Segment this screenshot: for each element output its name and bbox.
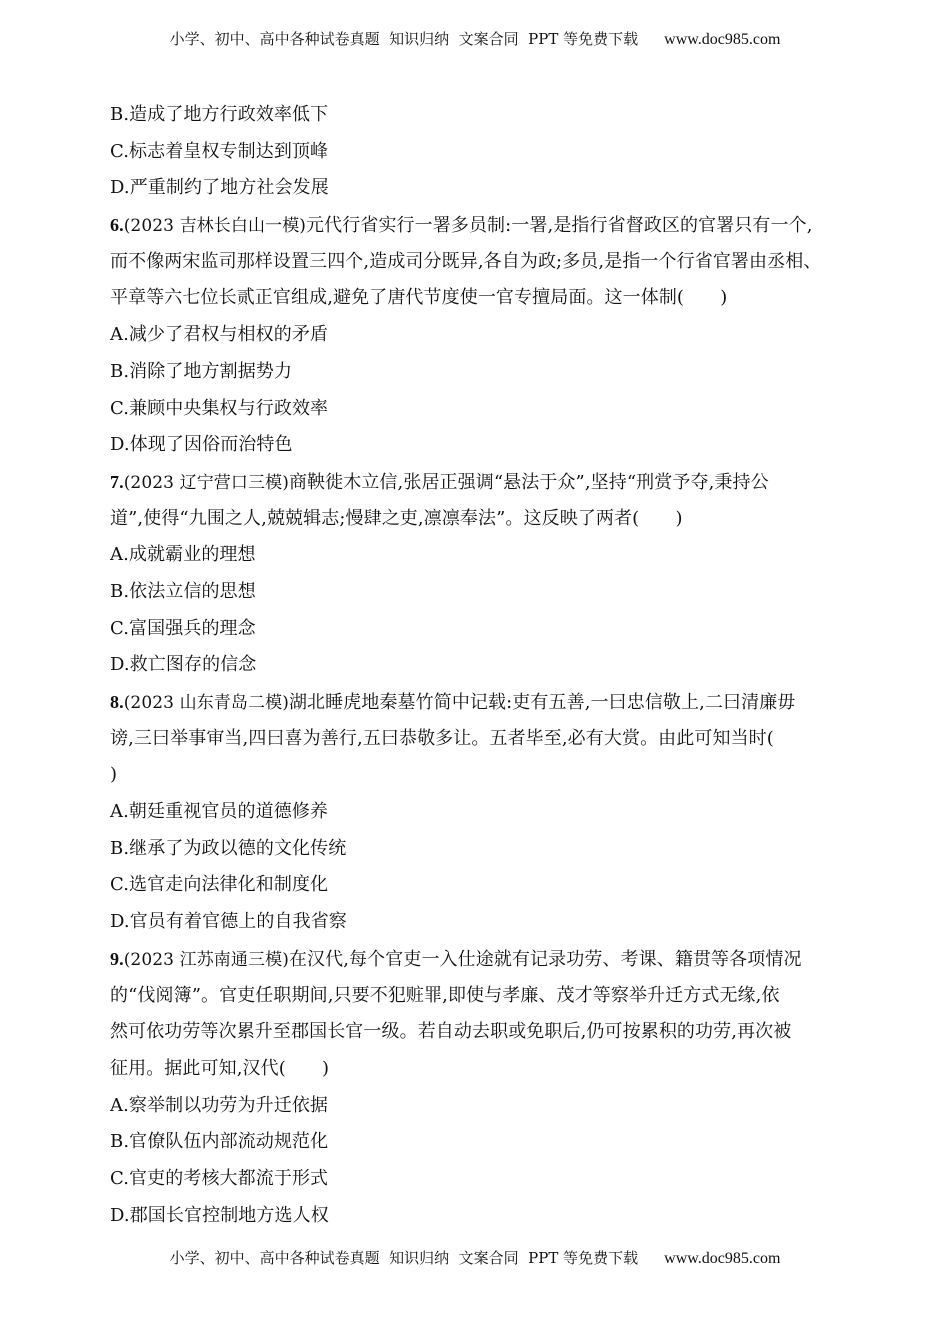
question-number: 9.: [110, 948, 124, 969]
question-source: (2023 山东青岛二模): [123, 693, 289, 713]
question-number: 6.: [110, 215, 124, 236]
option-line: C.兼顾中央集权与行政效率: [110, 397, 329, 419]
question-stem-line: [110, 721, 870, 758]
question-6: [110, 207, 870, 464]
question-stem-line: [110, 978, 870, 1015]
question-source: (2023 江苏南通三模): [123, 949, 289, 970]
question-source: (2023 辽宁营口三模): [123, 472, 289, 493]
option-line: D.官员有着官德上的自我省察: [110, 911, 347, 933]
question-stem-line: [110, 1051, 870, 1088]
option-line: D.严重制约了地方社会发展: [110, 177, 329, 199]
question-text: 谤,三曰举事审当,四曰喜为善行,五曰恭敬多让。五者毕至,必有大赏。由此可知当时(: [110, 727, 774, 749]
option-line: B.继承了为政以德的文化传统: [110, 837, 347, 859]
question-7: [110, 464, 870, 684]
option-line: C.富国强兵的理念: [110, 617, 256, 639]
question-text: 征用。据此可知,汉代( ): [110, 1057, 330, 1079]
question-text: 商鞅徙木立信,张居正强调“悬法于众”,坚持“刑赏予夺,秉持公: [288, 471, 769, 493]
question-stem-line: [110, 1014, 870, 1051]
option-line: C.官吏的考核大都流于形式: [110, 1167, 329, 1189]
question-number: 8.: [110, 692, 124, 712]
footer-text: 小学、初中、高中各种试卷真题 知识归纳 文案合同 PPT 等免费下载: [169, 1249, 639, 1267]
option-line: B.官僚队伍内部流动规范化: [110, 1131, 329, 1153]
question-text: ): [110, 764, 118, 786]
question-stem-line: [110, 244, 870, 281]
question-text: 而不像两宋监司那样设置三四个,造成司分既异,各自为政;多员,是指一个行省官署由丞相、: [110, 250, 822, 272]
option-line: D.郡国长官控制地方选人权: [110, 1204, 329, 1226]
option-line: C.选官走向法律化和制度化: [110, 874, 329, 896]
option-line: B.造成了地方行政效率低下: [110, 104, 329, 125]
option-line: A.朝廷重视官员的道德修养: [110, 801, 329, 823]
question-stem-line: [110, 941, 870, 978]
question-text: 湖北睡虎地秦墓竹简中记载:吏有五善,一曰忠信敬上,二曰清廉毋: [288, 692, 796, 713]
option-line: B.消除了地方割据势力: [110, 360, 293, 382]
question-text: 在汉代,每个官吏一入仕途就有记录功劳、考课、籍贯等各项情况: [288, 948, 802, 970]
question-text: 道”,使得“九围之人,兢兢辑志;慢肆之吏,凛凛奉法”。这反映了两者( ): [110, 507, 683, 529]
document-body: [110, 97, 870, 1234]
question-8: [110, 684, 870, 941]
question-number: 7.: [110, 471, 124, 492]
question-text: 然可依功劳等次累升至郡国长官一级。若自动去职或免职后,仍可按累积的功劳,再次被: [110, 1021, 792, 1043]
question-text: 的“伐阅簿”。官吏任职期间,只要不犯赃罪,即使与孝廉、茂才等察举升迁方式无缘,依: [110, 984, 780, 1006]
question-text: 平章等六七位长贰正官组成,避免了唐代节度使一官专擅局面。这一体制( ): [110, 287, 728, 309]
option-line: D.救亡图存的信念: [110, 654, 257, 676]
option-line: C.标志着皇权专制达到顶峰: [110, 140, 329, 162]
option-line: A.成就霸业的理想: [110, 544, 256, 566]
question-stem-line: [110, 280, 870, 317]
header-text: 小学、初中、高中各种试卷真题 知识归纳 文案合同 PPT 等免费下载: [169, 30, 639, 48]
question-stem-line: [110, 207, 870, 244]
question-9: [110, 941, 870, 1235]
page-footer: [0, 1247, 950, 1268]
footer-url[interactable]: www.doc985.com: [664, 1250, 781, 1267]
question-source: (2023 吉林长白山一模): [123, 216, 307, 237]
header-url[interactable]: www.doc985.com: [664, 31, 781, 48]
question-stem-line: [110, 684, 870, 721]
page-header: [0, 28, 950, 49]
question-stem-line: [110, 501, 870, 538]
question-stem-line: [110, 464, 870, 501]
question-stem-line: [110, 757, 870, 794]
option-line: D.体现了因俗而治特色: [110, 434, 293, 456]
option-line: A.减少了君权与相权的矛盾: [110, 324, 329, 346]
option-line: A.察举制以功劳为升迁依据: [110, 1094, 329, 1116]
option-line: B.依法立信的思想: [110, 580, 256, 602]
question-text: 元代行省实行一署多员制:一署,是指行省督政区的官署只有一个,: [306, 215, 813, 237]
